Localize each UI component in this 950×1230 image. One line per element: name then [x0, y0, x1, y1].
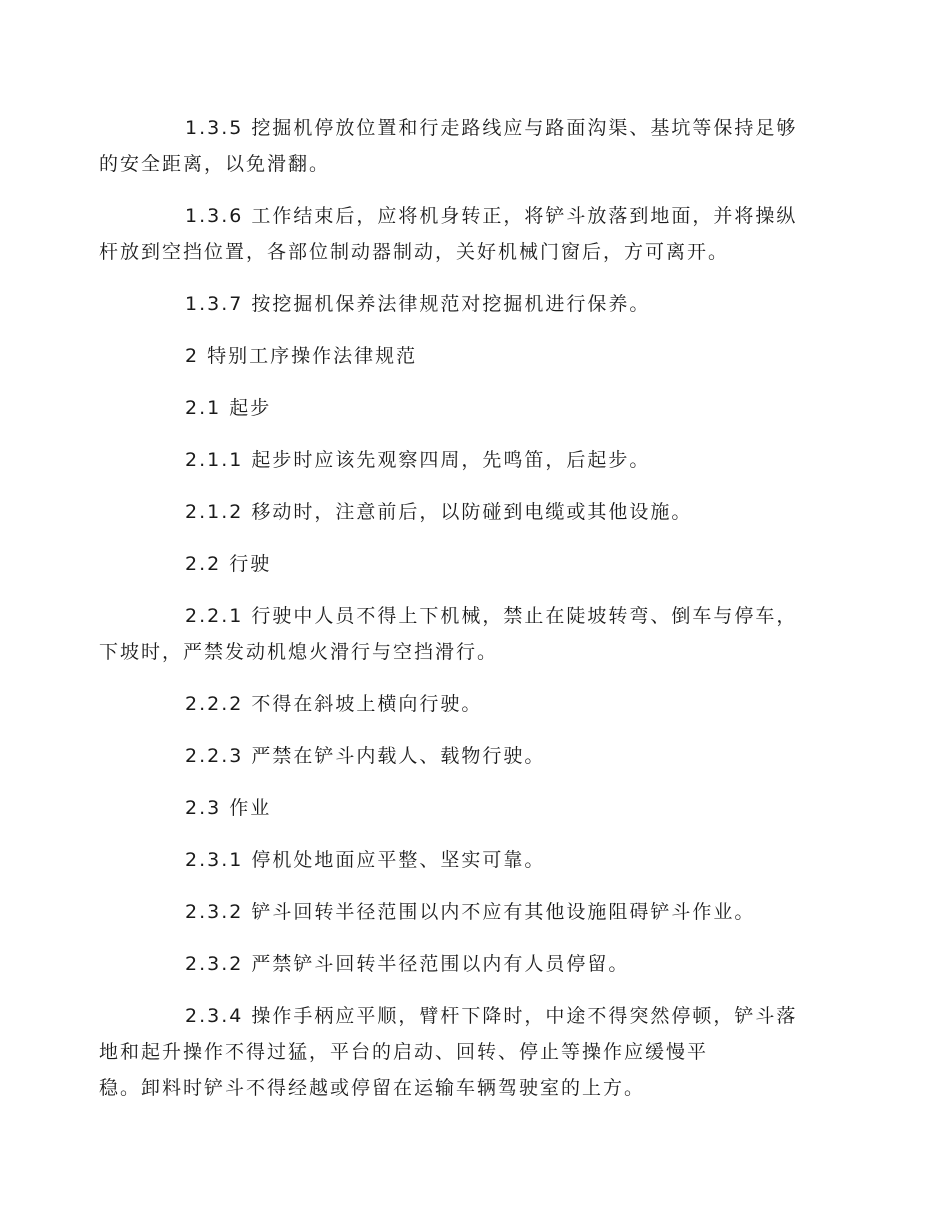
text-line: 2.3 作业 — [185, 797, 272, 819]
heading-2-3 — [142, 790, 808, 826]
paragraph-2-2-3 — [142, 738, 808, 774]
text-line: 地和起升操作不得过猛，平台的启动、回转、停止等操作应缓慢平 — [99, 1041, 709, 1063]
text-line: 2.2 行驶 — [185, 553, 272, 575]
heading-2 — [142, 338, 808, 374]
text-line: 下坡时，严禁发动机熄火滑行与空挡滑行。 — [99, 641, 499, 663]
text-line: 2 特别工序操作法律规范 — [185, 345, 418, 367]
paragraph-2-1-1 — [142, 442, 808, 478]
text-line: 2.1 起步 — [185, 397, 272, 419]
paragraph-2-3-2b — [142, 946, 808, 982]
text-line: 1.3.7 按挖掘机保养法律规范对挖掘机进行保养。 — [185, 293, 651, 315]
text-line: 2.3.2 严禁铲斗回转半径范围以内有人员停留。 — [185, 953, 630, 975]
text-line: 稳。卸料时铲斗不得经越或停留在运输车辆驾驶室的上方。 — [99, 1077, 646, 1099]
paragraph-1-3-6 — [99, 198, 808, 270]
text-line: 2.3.2 铲斗回转半径范围以内不应有其他设施阻碍铲斗作业。 — [185, 901, 756, 923]
paragraph-2-3-4 — [99, 998, 808, 1106]
paragraph-2-2-2 — [142, 686, 808, 722]
text-line: 2.2.3 严禁在铲斗内载人、载物行驶。 — [185, 745, 546, 767]
paragraph-2-3-1 — [142, 842, 808, 878]
text-line: 2.2.2 不得在斜坡上横向行驶。 — [185, 693, 483, 715]
text-line: 2.3.1 停机处地面应平整、坚实可靠。 — [185, 849, 546, 871]
text-line: 1.3.5 挖掘机停放位置和行走路线应与路面沟渠、基坑等保持足够 — [185, 117, 798, 139]
paragraph-1-3-7 — [142, 286, 808, 322]
paragraph-1-3-5 — [99, 110, 808, 182]
text-line: 2.1.1 起步时应该先观察四周，先鸣笛，后起步。 — [185, 449, 651, 471]
paragraph-2-2-1 — [99, 598, 808, 670]
paragraph-2-1-2 — [142, 494, 808, 530]
heading-2-1 — [142, 390, 808, 426]
text-line: 2.1.2 移动时，注意前后，以防碰到电缆或其他设施。 — [185, 501, 693, 523]
text-line: 2.3.4 操作手柄应平顺，臂杆下降时，中途不得突然停顿，铲斗落 — [185, 1005, 798, 1027]
text-line: 杆放到空挡位置，各部位制动器制动，关好机械门窗后，方可离开。 — [99, 241, 730, 263]
text-line: 的安全距离，以免滑翻。 — [99, 153, 331, 175]
heading-2-2 — [142, 546, 808, 582]
paragraph-2-3-2a — [142, 894, 808, 930]
text-line: 1.3.6 工作结束后，应将机身转正，将铲斗放落到地面，并将操纵 — [185, 205, 798, 227]
text-line: 2.2.1 行驶中人员不得上下机械，禁止在陡坡转弯、倒车与停车， — [185, 605, 798, 627]
